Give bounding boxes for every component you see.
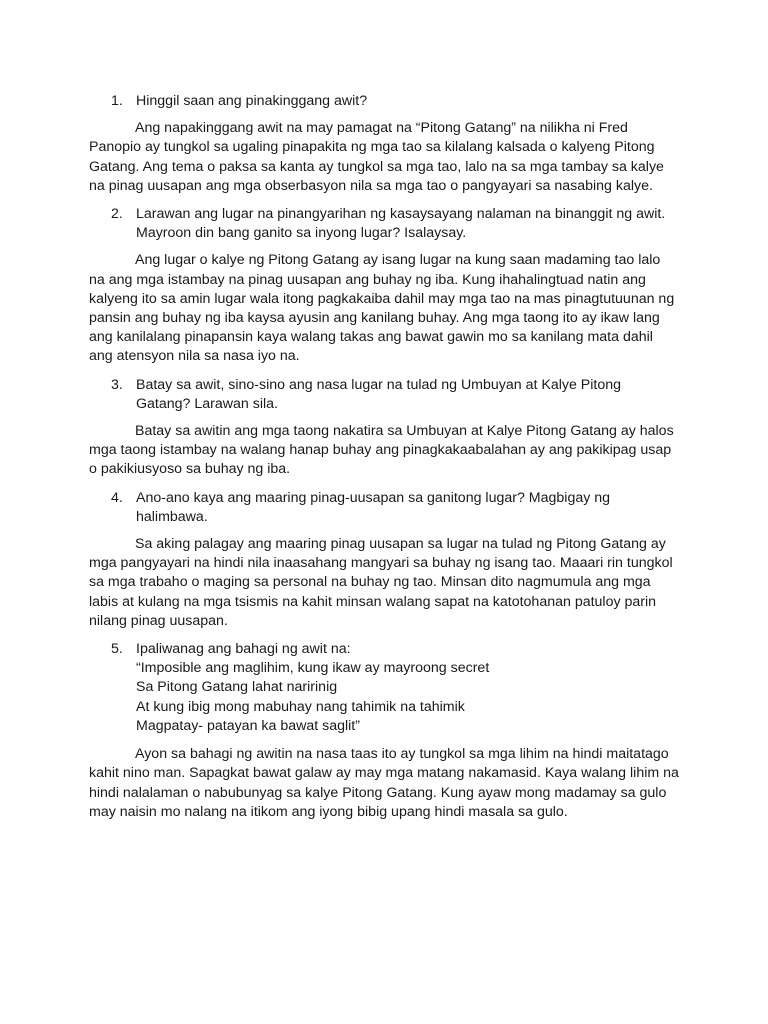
lyric-line: At kung ibig mong mabuhay nang tahimik na tahimik [136,698,465,715]
question-4 [89,489,679,527]
document-body [89,92,679,831]
question-1 [89,92,679,111]
question-text: Ano-ano kaya ang maaring pinag-uusapan sa ganitong lugar? Magbigay ng halimbawa. [136,489,611,525]
lyric-line: “Imposible ang maglihim, kung ikaw ay mayroong secret [136,660,490,677]
question-text: Hinggil saan ang pinakinggang awit? [136,93,368,109]
question-text: Larawan ang lugar na pinangyarihan ng kasaysayang nalaman na binanggit ng awit. Mayroon din bang ganito sa inyong lugar? Isalaysay. [136,206,666,242]
question-number: 2. [111,206,123,223]
song-excerpt [89,659,679,736]
question-number: 1. [111,93,123,109]
question-number: 5. [111,641,123,658]
answer-5: Ayon sa bahagi ng awitin na nasa taas ito ay tungkol sa mga lihim na hindi maitatago kahit nino man. Sapagkat bawat galaw ay may mga matang nakamasid. Kaya walang lihim na hindi nalalaman o nabubunyag sa kalye Pitong Gatang. Kung ayaw mong madamay sa gulo may naisin mo nalang na itikom ang iyong bibig upang hindi masala sa gulo. [89,746,679,820]
lyric-line: Magpatay- patayan ka bawat saglit” [136,717,360,734]
answer-1: Ang napakinggang awit na may pamagat na “Pitong Gatang” na nilikha ni Fred Panopio ay tungkol sa ugaling pinapakita ng mga tao sa kilalang kalsada o kalyeng Pitong Gatang. Ang tema o paksa sa kanta ay tungkol sa mga tao, lalo na sa mga tambay sa kalye na pinag uusapan ang mga obserbasyon nila sa mga tao o pangyayari sa nasabing kalye. [89,120,664,194]
question-2 [89,205,679,243]
answer-4: Sa aking palagay ang maaring pinag uusapan sa lugar na tulad ng Pitong Gatang ay mga pangyayari na hindi nila inaasahang mangyari sa buhay ng isang tao. Maaari rin tungkol sa mga trabaho o maging sa personal na buhay ng tao. Minsan dito nagmumula ang mga labis at kulang na mga tsismis na kahit minsan walang sapat na katotohanan patuloy parin nilang pinag uusapan. [89,536,673,629]
question-5 [89,640,679,659]
question-text: Ipaliwanag ang bahagi ng awit na: [136,641,351,658]
question-number: 4. [111,489,123,506]
question-number: 3. [111,376,123,393]
answer-2: Ang lugar o kalye ng Pitong Gatang ay isang lugar na kung saan madaming tao lalo na ang mga istambay na pinag uusapan ang buhay ng iba. Kung ihahalingtuad natin ang kalyeng ito sa amin lugar wala itong pagkakaiba dahil may mga tao na mas pinagtutuunan ng pansin ang buhay ng iba kaysa ayusin ang kanilang buhay. Ang mga taong ito ay ikaw lang ang kanilalang pinapansin kaya walang takas ang bawat gawin mo sa kanilang mata dahil ang atensyon nila sa nasa iyo na. [89,252,675,365]
lyric-line: Sa Pitong Gatang lahat naririnig [136,679,338,696]
question-3 [89,376,679,414]
answer-3: Batay sa awitin ang mga taong nakatira sa Umbuyan at Kalye Pitong Gatang ay halos mga taong istambay na walang hanap buhay ang pinagkakaabalahan ay ang pakikipag usap o pakikiusyoso sa buhay ng iba. [89,423,674,478]
question-text: Batay sa awit, sino-sino ang nasa lugar na tulad ng Umbuyan at Kalye Pitong Gatang? Larawan sila. [136,376,622,412]
